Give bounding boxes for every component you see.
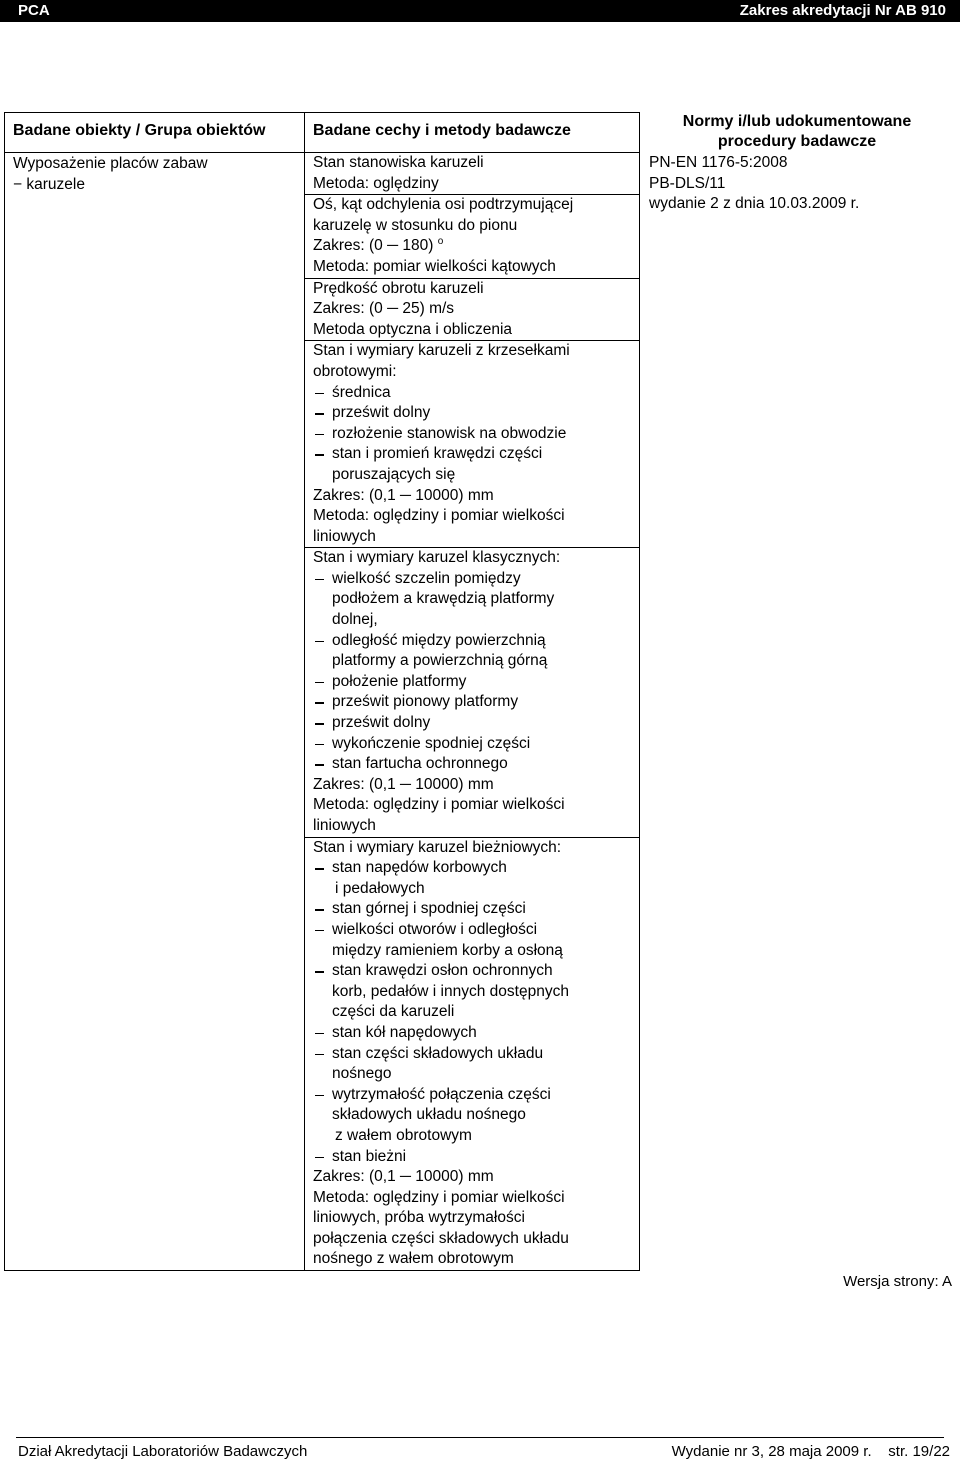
list-item: stan górnej i spodniej części bbox=[313, 899, 635, 920]
col-header-features: Badane cechy i metody badawcze bbox=[305, 113, 640, 153]
range-line bbox=[313, 236, 635, 257]
list-item: stan krawędzi osłon ochronnych bbox=[313, 961, 635, 982]
list-item-cont: nośnego bbox=[332, 1065, 392, 1083]
list-item-cont: składowych układu nośnego bbox=[332, 1106, 526, 1124]
list-item: stan kół napędowych bbox=[313, 1023, 635, 1044]
range-line: Zakres: (0 ─ 25) m/s bbox=[313, 300, 455, 318]
footer-department: Dział Akredytacji Laboratoriów Badawczych bbox=[18, 1443, 308, 1460]
list-item: stan i promień krawędzi części bbox=[313, 444, 635, 465]
col-header-objects: Badane obiekty / Grupa obiektów bbox=[5, 113, 305, 153]
list-item: wytrzymałość połączenia części bbox=[313, 1085, 635, 1106]
method-line: liniowych bbox=[313, 817, 376, 834]
range-text: Zakres: (0 ─ 180) bbox=[313, 237, 434, 255]
page-version: Wersja strony: A bbox=[843, 1273, 952, 1290]
norm-line: PB-DLS/11 bbox=[649, 174, 726, 192]
list-item-cont: korb, pedałów i innych dostępnych bbox=[332, 982, 569, 1000]
feature-block-stand bbox=[305, 153, 639, 195]
feature-line: karuzelę w stosunku do pionu bbox=[313, 216, 518, 234]
feature-line: Stan i wymiary karuzel klasycznych: bbox=[313, 549, 561, 567]
list-item-cont: podłożem a krawędzią platformy bbox=[332, 590, 555, 608]
list-item: średnica bbox=[313, 383, 635, 404]
footer-divider bbox=[16, 1437, 944, 1438]
feature-block-speed bbox=[305, 279, 639, 342]
list-item-cont: i pedałowych bbox=[335, 879, 425, 897]
list-item-cont: między ramieniem korby a osłoną bbox=[332, 941, 563, 959]
method-line: Metoda: pomiar wielkości kątowych bbox=[313, 257, 556, 275]
list-item: wykończenie spodniej części bbox=[313, 734, 635, 755]
header-org: PCA bbox=[18, 2, 50, 19]
list-item: położenie platformy bbox=[313, 672, 635, 693]
degree-sup: o bbox=[437, 236, 444, 248]
method-line: nośnego z wałem obrotowym bbox=[313, 1250, 514, 1268]
method-line: połączenia części składowych układu bbox=[313, 1229, 569, 1247]
list-item: rozłożenie stanowisk na obwodzie bbox=[313, 424, 635, 445]
norm-line: PN-EN 1176-5:2008 bbox=[649, 154, 788, 171]
objects-cell bbox=[5, 153, 305, 1271]
list-item-cont: z wałem obrotowym bbox=[335, 1126, 472, 1144]
feature-line: obrotowymi: bbox=[313, 362, 397, 380]
feature-line: Prędkość obrotu karuzeli bbox=[313, 279, 484, 297]
feature-line: Stan i wymiary karuzeli z krzesełkami bbox=[313, 342, 570, 360]
list-item: stan fartucha ochronnego bbox=[313, 754, 635, 775]
range-line: Zakres: (0,1 ─ 10000) mm bbox=[313, 775, 494, 793]
list-item: odległość między powierzchnią bbox=[313, 631, 635, 652]
feature-block-track-carousel bbox=[305, 838, 639, 1270]
list-item: stan napędów korbowych bbox=[313, 858, 635, 879]
features-cell bbox=[305, 153, 640, 1271]
header-title: Zakres akredytacji Nr AB 910 bbox=[739, 2, 946, 19]
list-item: stan bieżni bbox=[313, 1147, 635, 1168]
list-item: wielkości otworów i odległości bbox=[313, 920, 635, 941]
norm-line: wydanie 2 z dnia 10.03.2009 r. bbox=[649, 195, 860, 213]
method-line: Metoda: oględziny bbox=[313, 174, 439, 192]
footer-edition: Wydanie nr 3, 28 maja 2009 r. str. 19/22 bbox=[671, 1443, 950, 1460]
list-item-cont: platformy a powierzchnią górną bbox=[332, 652, 548, 670]
norms-header-line: procedury badawcze bbox=[717, 133, 877, 150]
list-item: prześwit dolny bbox=[313, 403, 635, 424]
col-header-norms bbox=[640, 112, 954, 152]
list-item: stan części składowych układu bbox=[313, 1044, 635, 1065]
range-line: Zakres: (0,1 ─ 10000) mm bbox=[313, 1168, 494, 1186]
feature-block-classic-carousel bbox=[305, 548, 639, 837]
feature-block-chair-carousel bbox=[305, 341, 639, 548]
norms-header-line: Normy i/lub udokumentowane bbox=[682, 113, 912, 130]
method-line: Metoda: oględziny i pomiar wielkości bbox=[313, 796, 565, 814]
accreditation-table bbox=[4, 112, 640, 1271]
feature-block-axis bbox=[305, 195, 639, 278]
list-item: prześwit pionowy platformy bbox=[313, 692, 635, 713]
list-item: wielkość szczelin pomiędzy bbox=[313, 569, 635, 590]
page-header bbox=[0, 0, 960, 22]
method-line: liniowych bbox=[313, 527, 376, 545]
object-group: Wyposażenie placów zabaw bbox=[13, 155, 208, 172]
method-line: liniowych, próba wytrzymałości bbox=[313, 1209, 525, 1227]
feature-line: Stan i wymiary karuzel bieżniowych: bbox=[313, 838, 562, 856]
list-item-cont: dolnej, bbox=[332, 611, 378, 629]
list-item: prześwit dolny bbox=[313, 713, 635, 734]
method-line: Metoda optyczna i obliczenia bbox=[313, 320, 513, 338]
method-line: Metoda: oględziny i pomiar wielkości bbox=[313, 1188, 565, 1206]
list-item-cont: poruszających się bbox=[332, 465, 456, 483]
feature-line: Oś, kąt odchylenia osi podtrzymującej bbox=[313, 196, 574, 214]
norms-cell bbox=[649, 153, 859, 215]
list-item-cont: części da karuzeli bbox=[332, 1003, 455, 1021]
object-item: − karuzele bbox=[13, 175, 85, 193]
feature-line: Stan stanowiska karuzeli bbox=[313, 154, 484, 171]
range-line: Zakres: (0,1 ─ 10000) mm bbox=[313, 486, 494, 504]
method-line: Metoda: oględziny i pomiar wielkości bbox=[313, 507, 565, 525]
